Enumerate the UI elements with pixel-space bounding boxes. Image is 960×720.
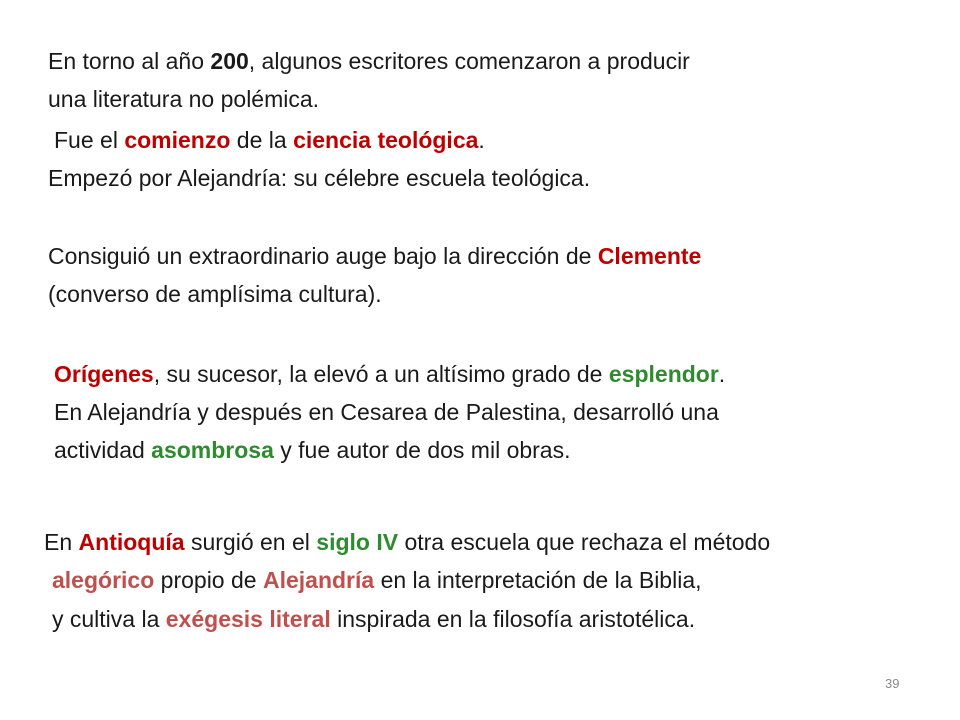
text: En [44,529,79,555]
p1-line-4: Empezó por Alejandría: su célebre escuela teológica. [48,165,591,191]
p2-line-2: (converso de amplísima cultura). [48,281,382,307]
text: inspirada en la filosofía aristotélica. [330,606,696,632]
p1-line-1 [48,42,690,80]
highlight-alejandria: Alejandría [262,567,375,593]
text: surgió en el [184,529,317,555]
text: . [718,361,726,387]
highlight-exegesis-literal: exégesis literal [165,606,331,632]
text: otra escuela que rechaza el método [398,529,771,555]
highlight-ciencia-teologica: ciencia teológica [293,127,479,153]
page-number: 39 [885,676,900,691]
p1-line-3 [54,121,485,159]
text: y fue autor de dos mil obras. [273,437,571,463]
p4-line-1 [44,523,770,561]
text: , su sucesor, la elevó a un altísimo grado de [153,361,609,387]
p3-line-1 [54,355,725,393]
highlight-alegorico: alegórico [52,567,155,593]
text: . [478,127,485,153]
highlight-origenes: Orígenes [54,361,154,387]
highlight-clemente: Clemente [597,243,702,269]
text: de la [230,127,294,153]
text: Consiguió un extraordinario auge bajo la dirección de [48,243,598,269]
text: , algunos escritores comenzaron a producir [248,48,690,74]
highlight-esplendor: esplendor [608,361,719,387]
highlight-siglo-iv: siglo IV [316,529,399,555]
highlight-antioquia: Antioquía [78,529,185,555]
year-highlight: 200 [210,48,249,74]
p4-line-3 [52,600,695,638]
p1-line-2: una literatura no polémica. [48,86,320,112]
p4-line-2 [52,561,702,599]
text: en la interpretación de la Biblia, [374,567,702,593]
text: Fue el [54,127,125,153]
text: propio de [154,567,263,593]
text: y cultiva la [52,606,166,632]
p3-line-3 [54,431,571,469]
p3-line-2: En Alejandría y después en Cesarea de Palestina, desarrolló una [54,399,719,425]
p2-line-1 [48,237,701,275]
highlight-comienzo: comienzo [124,127,231,153]
text: En torno al año [48,48,211,74]
highlight-asombrosa: asombrosa [151,437,274,463]
text: actividad [54,437,152,463]
